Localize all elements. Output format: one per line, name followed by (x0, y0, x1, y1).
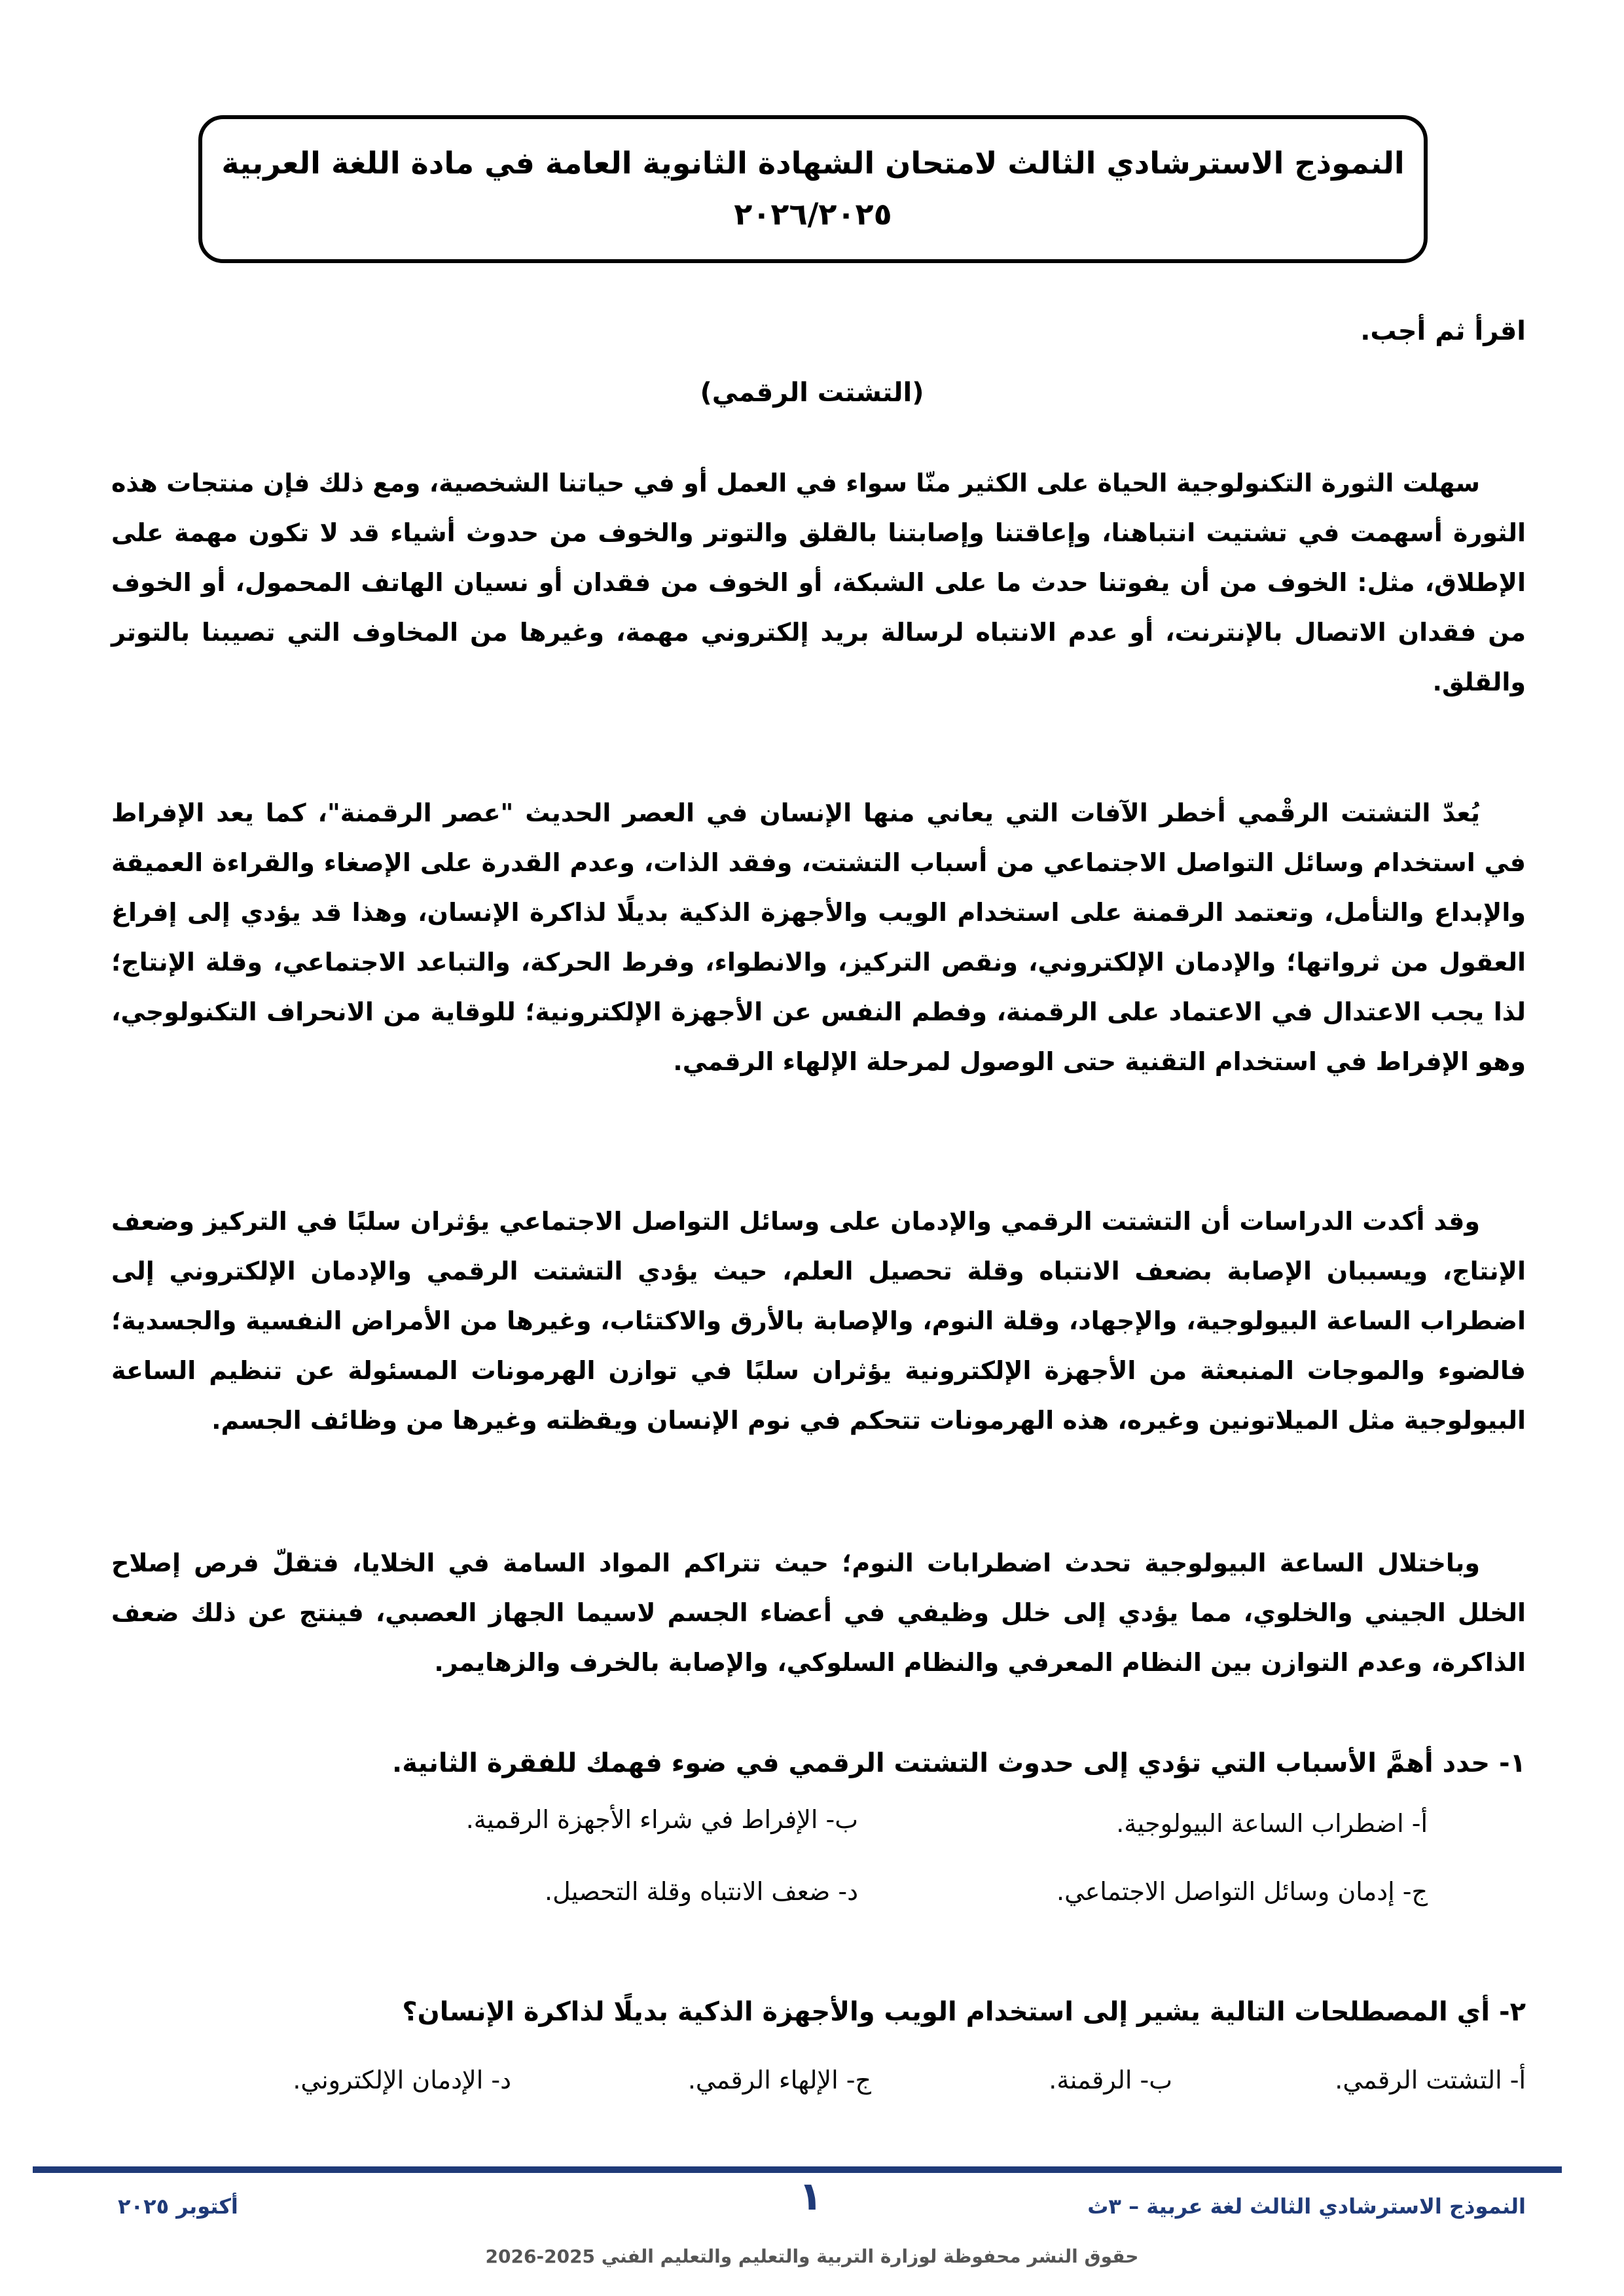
copyright-notice: حقوق النشر محفوظة لوزارة التربية والتعليم والتعليم الفني 2025-2026 (485, 2246, 1139, 2267)
footer-exam-label: النموذج الاسترشادي الثالث لغة عربية – ٣ث (1087, 2194, 1526, 2219)
page-number: ١ (799, 2174, 823, 2219)
question-1-option-b[interactable]: ب- الإفراط في شراء الأجهزة الرقمية. (465, 1805, 858, 1834)
question-1-option-a[interactable]: أ- اضطراب الساعة البيولوجية. (1116, 1809, 1428, 1838)
passage-paragraph-1: سهلت الثورة التكنولوجية الحياة على الكثير منّا سواء في العمل أو في حياتنا الشخصية، ومع ذلك فإن منتجات هذه الثورة أسهمت في تشتيت انتباهنا، وإعاقتنا وإصابتنا بالقلق والتوتر والخوف من حدوث أشياء قد لا تكون مهمة على الإطلاق، مثل: الخوف من أن يفوتنا حدث ما على الشبكة، أو الخوف من فقدان أو نسيان الهاتف المحمول، أو الخوف من فقدان الاتصال بالإنترنت، أو عدم الانتباه لرسالة بريد إلكتروني مهمة، وغيرها من المخاوف التي تصيبنا بالتوتر والقلق. (111, 469, 1526, 696)
exam-title: النموذج الاسترشادي الثالث لامتحان الشهادة الثانوية العامة في مادة اللغة العربية (221, 145, 1405, 181)
passage-paragraph-3: وقد أكدت الدراسات أن التشتت الرقمي والإدمان على وسائل التواصل الاجتماعي يؤثران سلبًا في التركيز وضعف الإنتاج، ويسببان الإصابة بضعف الانتباه وقلة تحصيل العلم، حيث يؤدي التشتت الرقمي والإدمان الإلكتروني إلى اضطراب الساعة البيولوجية، والإجهاد، وقلة النوم، والإصابة بالأرق والاكتئاب، وغيرها من الأمراض النفسية والجسدية؛ فالضوء والموجات المنبعثة من الأجهزة الإلكترونية يؤثران سلبًا في توازن الهرمونات المسئولة عن تنظيم الساعة البيولوجية مثل الميلاتونين وغيره، هذه الهرمونات تتحكم في نوم الإنسان ويقظته وغيرها من وظائف الجسم. (111, 1207, 1526, 1435)
question-2-option-d[interactable]: د- الإدمان الإلكتروني. (293, 2066, 511, 2094)
question-2-option-a[interactable]: أ- التشتت الرقمي. (1335, 2066, 1526, 2094)
question-2: ٢- أي المصطلحات التالية يشير إلى استخدام الويب والأجهزة الذكية بديلًا لذاكرة الإنسان؟ (402, 1997, 1526, 2027)
title-box (198, 115, 1428, 263)
passage-paragraph-4: وباختلال الساعة البيولوجية تحدث اضطرابات النوم؛ حيث تتراكم المواد السامة في الخلايا، فتقلّ فرص إصلاح الخلل الجيني والخلوي، مما يؤدي إلى خلل وظيفي في أعضاء الجسم لاسيما الجهاز العصبي، فينتج عن ذلك ضعف الذاكرة، وعدم التوازن بين النظام المعرفي والنظام السلوكي، والإصابة بالخرف والزهايمر. (111, 1549, 1526, 1677)
passage-title: (التشتت الرقمي) (700, 378, 924, 408)
question-2-option-b[interactable]: ب- الرقمنة. (1049, 2066, 1172, 2094)
exam-year: ٢٠٢٦/٢٠٢٥ (734, 196, 892, 232)
question-2-option-c[interactable]: ج- الإلهاء الرقمي. (687, 2066, 871, 2094)
question-1: ١- حدد أهمَّ الأسباب التي تؤدي إلى حدوث التشتت الرقمي في ضوء فهمك للفقرة الثانية. (392, 1748, 1526, 1778)
passage-paragraph-2: يُعدّ التشتت الرقْمي أخطر الآفات التي يعاني منها الإنسان في العصر الحديث "عصر الرقمنة"، كما يعد الإفراط في استخدام وسائل التواصل الاجتماعي من أسباب التشتت، وفقد الذات، وعدم القدرة على الإصغاء والقراءة العميقة والإبداع والتأمل، وتعتمد الرقمنة على استخدام الويب والأجهزة الذكية بديلًا لذاكرة الإنسان، وهذا قد يؤدي إلى إفراغ العقول من ثرواتها؛ والإدمان الإلكتروني، ونقص التركيز، والانطواء، وفرط الحركة، والتباعد الاجتماعي، وقلة الإنتاج؛ لذا يجب الاعتدال في الاعتماد على الرقمنة، وفطم النفس عن الأجهزة الإلكترونية؛ للوقاية من الانحراف التكنولوجي، وهو الإفراط في استخدام التقنية حتى الوصول لمرحلة الإلهاء الرقمي. (111, 798, 1526, 1076)
footer-rule (33, 2166, 1562, 2173)
footer-date: أكتوبر ٢٠٢٥ (118, 2194, 238, 2219)
question-1-option-c[interactable]: ج- إدمان وسائل التواصل الاجتماعي. (1056, 1877, 1428, 1906)
question-1-option-d[interactable]: د- ضعف الانتباه وقلة التحصيل. (545, 1877, 858, 1906)
instruction: اقرأ ثم أجب. (1360, 316, 1526, 346)
